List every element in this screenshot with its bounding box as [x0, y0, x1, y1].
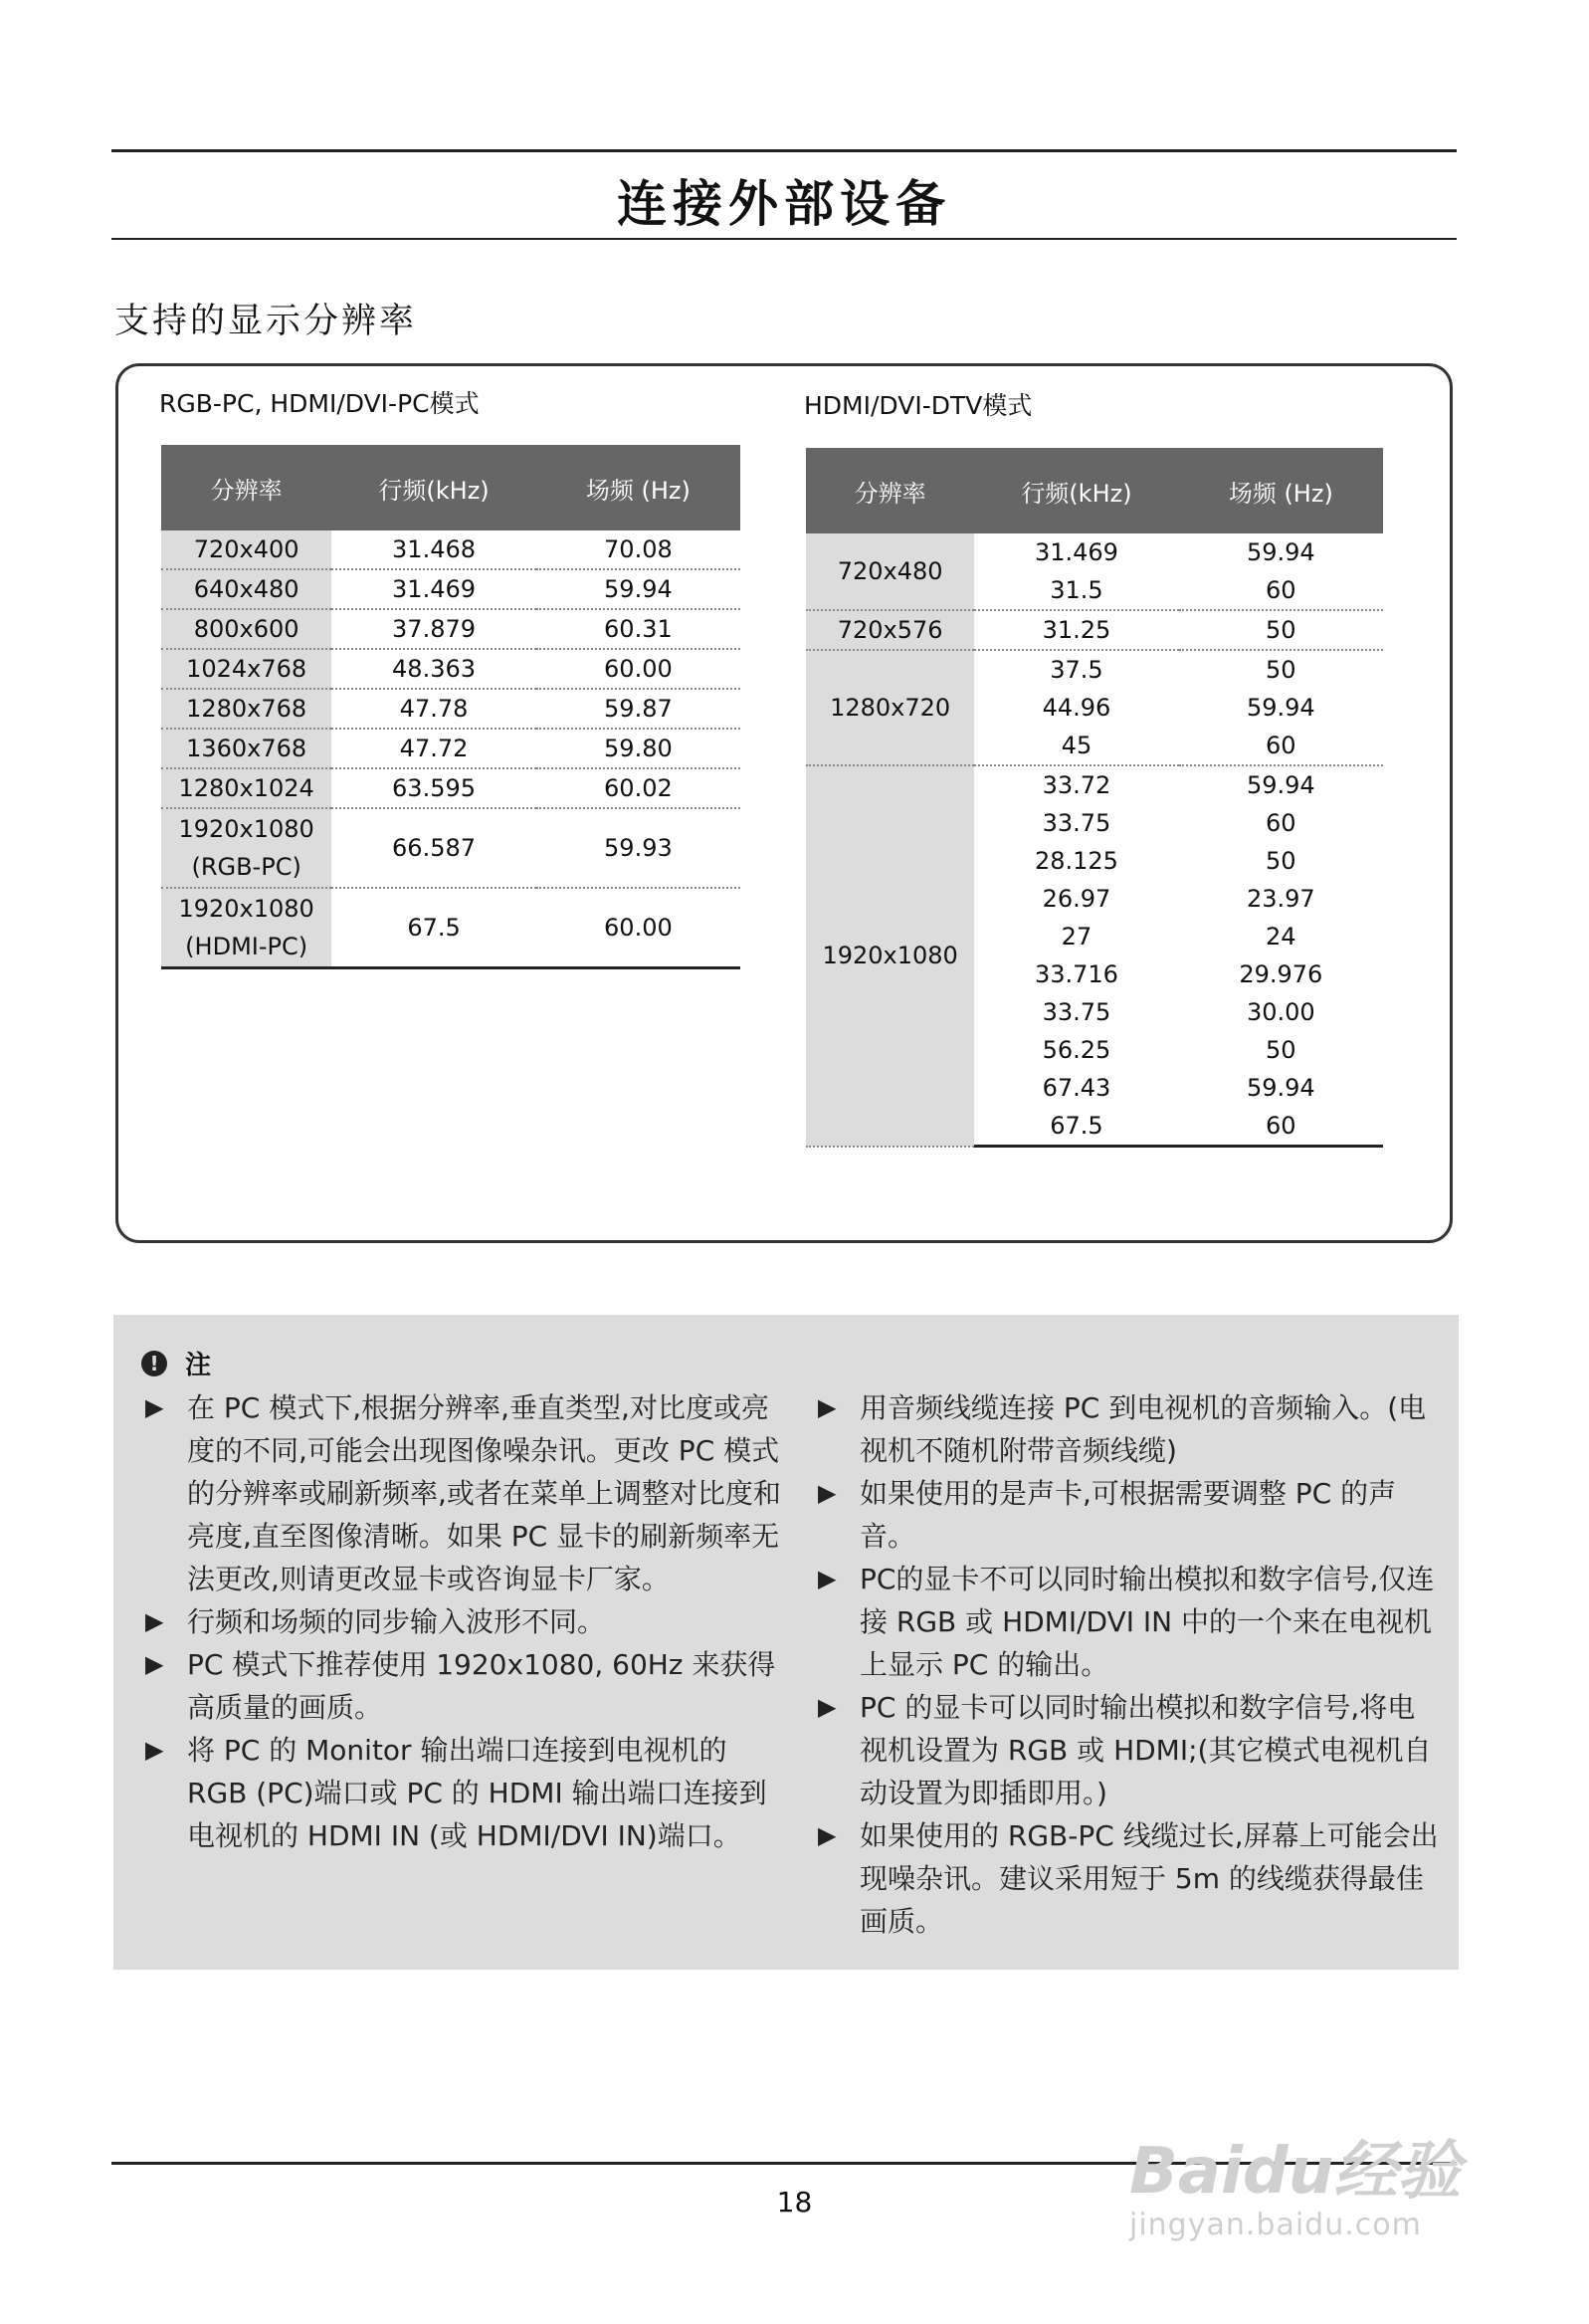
vfreq-cell: 24 — [1266, 923, 1296, 951]
note-item — [814, 1386, 1443, 1472]
hfreq-cell: 28.125 — [1034, 847, 1118, 875]
notes-left-column — [141, 1386, 788, 1857]
note-text: 用音频线缆连接 PC 到电视机的音频输入。(电视机不随机附带音频线缆) — [860, 1391, 1427, 1467]
top-rule — [111, 149, 1457, 152]
vfreq-cell: 59.94 — [1246, 694, 1315, 722]
resolution-subtitle: (RGB-PC) — [191, 853, 301, 881]
bullet-triangle-icon: ▶ — [818, 1821, 837, 1849]
note-item — [141, 1729, 788, 1857]
hfreq-cell: 67.5 — [974, 1107, 1178, 1147]
vfreq-cell: 59.93 — [536, 808, 740, 888]
vfreq-cell: 50 — [1266, 656, 1296, 684]
vfreq-cell: 60 — [1266, 809, 1296, 837]
vfreq-cell: 30.00 — [1246, 998, 1315, 1026]
resolution-cell: 1280x720 — [806, 650, 974, 765]
hfreq-cell: 31.469 — [1034, 538, 1118, 566]
hfreq-cell: 31.469 — [331, 569, 536, 609]
note-item — [141, 1386, 788, 1600]
resolution-cell: 800x600 — [161, 609, 331, 649]
vfreq-cell: 60.00 — [536, 888, 740, 968]
resolution-cell: 1280x1024 — [161, 768, 331, 808]
hfreq-cell: 56.25 — [1042, 1036, 1111, 1064]
note-text: 如果使用的 RGB-PC 线缆过长,屏幕上可能会出现噪杂讯。建议采用短于 5m 的线缆获得最佳画质。 — [860, 1819, 1439, 1938]
table-header-row — [806, 448, 1383, 533]
vfreq-cell: 60.00 — [536, 649, 740, 689]
pc-resolution-table — [161, 445, 740, 969]
table-row — [161, 768, 740, 808]
resolution-cell: 1920x1080 (RGB-PC) — [161, 808, 331, 888]
vfreq-cell: 60 — [1179, 1107, 1383, 1147]
table-row — [806, 533, 1383, 571]
bullet-triangle-icon: ▶ — [145, 1393, 164, 1421]
table-row — [161, 530, 740, 569]
watermark-url: jingyan.baidu.com — [1129, 2208, 1422, 2242]
vfreq-cell: 60.31 — [536, 609, 740, 649]
hfreq-cell: 31.468 — [331, 530, 536, 569]
hfreq-cell: 33.75 — [1042, 998, 1111, 1026]
note-text: PC的显卡不可以同时输出模拟和数字信号,仅连接 RGB 或 HDMI/DVI IN 中的一个来在电视机上显示 PC 的输出。 — [860, 1563, 1435, 1681]
table-row — [161, 569, 740, 609]
notes-heading — [141, 1345, 211, 1381]
bullet-triangle-icon: ▶ — [818, 1393, 837, 1421]
vfreq-cell: 59.94 — [1246, 771, 1315, 799]
table-row — [806, 610, 1383, 650]
bullet-triangle-icon: ▶ — [145, 1607, 164, 1635]
hfreq-cell: 31.25 — [974, 610, 1178, 650]
page-title: 连接外部设备 — [617, 175, 951, 233]
note-text: PC 模式下推荐使用 1920x1080, 60Hz 来获得高质量的画质。 — [187, 1648, 776, 1724]
column-header: 行频(kHz) — [331, 445, 536, 530]
resolution-cell: 1920x1080 — [806, 765, 974, 1147]
hfreq-cell: 37.5 — [1050, 656, 1103, 684]
hfreq-cell: 37.879 — [331, 609, 536, 649]
vfreq-cell: 59.87 — [536, 689, 740, 729]
note-item — [814, 1558, 1443, 1686]
title-underline — [111, 238, 1457, 240]
note-text: 将 PC 的 Monitor 输出端口连接到电视机的 RGB (PC)端口或 PC 的 HDMI 输出端口连接到电视机的 HDMI IN (或 HDMI/DVI IN)端口。 — [187, 1734, 767, 1852]
resolution-cell: 1920x1080 (HDMI-PC) — [161, 888, 331, 968]
vfreq-cell: 59.94 — [536, 569, 740, 609]
page-number: 18 — [776, 2186, 813, 2218]
vfreq-cell: 50 — [1266, 1036, 1296, 1064]
hfreq-cell: 48.363 — [331, 649, 536, 689]
baidu-watermark — [1119, 2100, 1497, 2249]
resolution-cell: 1360x768 — [161, 729, 331, 768]
hfreq-cell: 33.72 — [1042, 771, 1111, 799]
notes-heading-label: 注 — [185, 1351, 212, 1380]
bullet-triangle-icon: ▶ — [145, 1650, 164, 1678]
dtv-resolution-table — [806, 448, 1383, 1148]
column-header: 行频(kHz) — [974, 448, 1178, 533]
note-text: PC 的显卡可以同时输出模拟和数字信号,将电视机设置为 RGB 或 HDMI;(其它模式电视机自动设置为即插即用。) — [860, 1691, 1432, 1809]
column-header: 分辨率 — [161, 445, 331, 530]
vfreq-cell: 70.08 — [536, 530, 740, 569]
resolution-subtitle: (HDMI-PC) — [185, 933, 308, 960]
resolution-cell: 720x400 — [161, 530, 331, 569]
vfreq-cell: 29.976 — [1239, 960, 1323, 988]
hfreq-cell: 47.78 — [331, 689, 536, 729]
resolution-cell: 720x480 — [806, 533, 974, 610]
vfreq-cell: 23.97 — [1246, 885, 1315, 913]
note-item — [141, 1600, 788, 1643]
bullet-triangle-icon: ▶ — [818, 1693, 837, 1721]
hfreq-cell: 67.5 — [331, 888, 536, 968]
note-text: 在 PC 模式下,根据分辨率,垂直类型,对比度或亮度的不同,可能会出现图像噪杂讯。更改 PC 模式的分辨率或刷新频率,或者在菜单上调整对比度和亮度,直至图像清晰。如果 PC 显卡的刷新频率无法更改,则请更改显卡或咨询显卡厂家。 — [187, 1391, 781, 1595]
hfreq-cell: 26.97 — [1042, 885, 1111, 913]
bullet-triangle-icon: ▶ — [818, 1479, 837, 1507]
hfreq-cell: 63.595 — [331, 768, 536, 808]
section-heading: 支持的显示分辨率 — [114, 302, 418, 341]
vfreq-cell: 60 — [1179, 571, 1383, 610]
dtv-table-title: HDMI/DVI-DTV模式 — [804, 391, 1033, 420]
hfreq-cell: 45 — [974, 727, 1178, 765]
table-row — [806, 650, 1383, 689]
hfreq-cell: 47.72 — [331, 729, 536, 768]
table-row — [161, 649, 740, 689]
note-text: 行频和场频的同步输入波形不同。 — [187, 1605, 606, 1638]
table-row — [161, 729, 740, 768]
column-header: 分辨率 — [806, 448, 974, 533]
note-item — [814, 1686, 1443, 1814]
hfreq-cell: 44.96 — [1042, 694, 1111, 722]
hfreq-cell: 33.75 — [1042, 809, 1111, 837]
table-row — [806, 765, 1383, 804]
hfreq-cell: 31.5 — [974, 571, 1178, 610]
pc-table-title: RGB-PC, HDMI/DVI-PC模式 — [159, 389, 480, 418]
note-item — [814, 1814, 1443, 1943]
column-header: 场频 (Hz) — [1179, 448, 1383, 533]
resolution-cell: 1024x768 — [161, 649, 331, 689]
vfreq-cell: 60 — [1179, 727, 1383, 765]
bullet-triangle-icon: ▶ — [145, 1736, 164, 1764]
column-header: 场频 (Hz) — [536, 445, 740, 530]
note-item — [814, 1472, 1443, 1558]
table-row — [161, 689, 740, 729]
notes-right-column — [814, 1386, 1443, 1943]
vfreq-cell: 50 — [1179, 610, 1383, 650]
hfreq-cell: 33.716 — [1034, 960, 1118, 988]
resolution-cell: 720x576 — [806, 610, 974, 650]
table-row — [161, 888, 740, 968]
vfreq-cell: 50 — [1266, 847, 1296, 875]
vfreq-cell: 59.80 — [536, 729, 740, 768]
watermark-brand: Baidu经验 — [1129, 2135, 1462, 2209]
hfreq-cell: 67.43 — [1042, 1074, 1111, 1102]
notes-panel — [113, 1315, 1459, 1970]
note-text: 如果使用的是声卡,可根据需要调整 PC 的声音。 — [860, 1477, 1397, 1553]
vfreq-cell: 59.94 — [1246, 538, 1315, 566]
table-header-row — [161, 445, 740, 530]
bullet-triangle-icon: ▶ — [818, 1565, 837, 1592]
hfreq-cell: 27 — [1061, 923, 1092, 951]
note-item — [141, 1643, 788, 1729]
hfreq-cell: 66.587 — [331, 808, 536, 888]
table-row — [161, 808, 740, 888]
table-row — [161, 609, 740, 649]
resolution-cell: 640x480 — [161, 569, 331, 609]
vfreq-cell: 59.94 — [1246, 1074, 1315, 1102]
resolution-cell: 1280x768 — [161, 689, 331, 729]
exclamation-icon: ! — [141, 1351, 167, 1376]
vfreq-cell: 60.02 — [536, 768, 740, 808]
